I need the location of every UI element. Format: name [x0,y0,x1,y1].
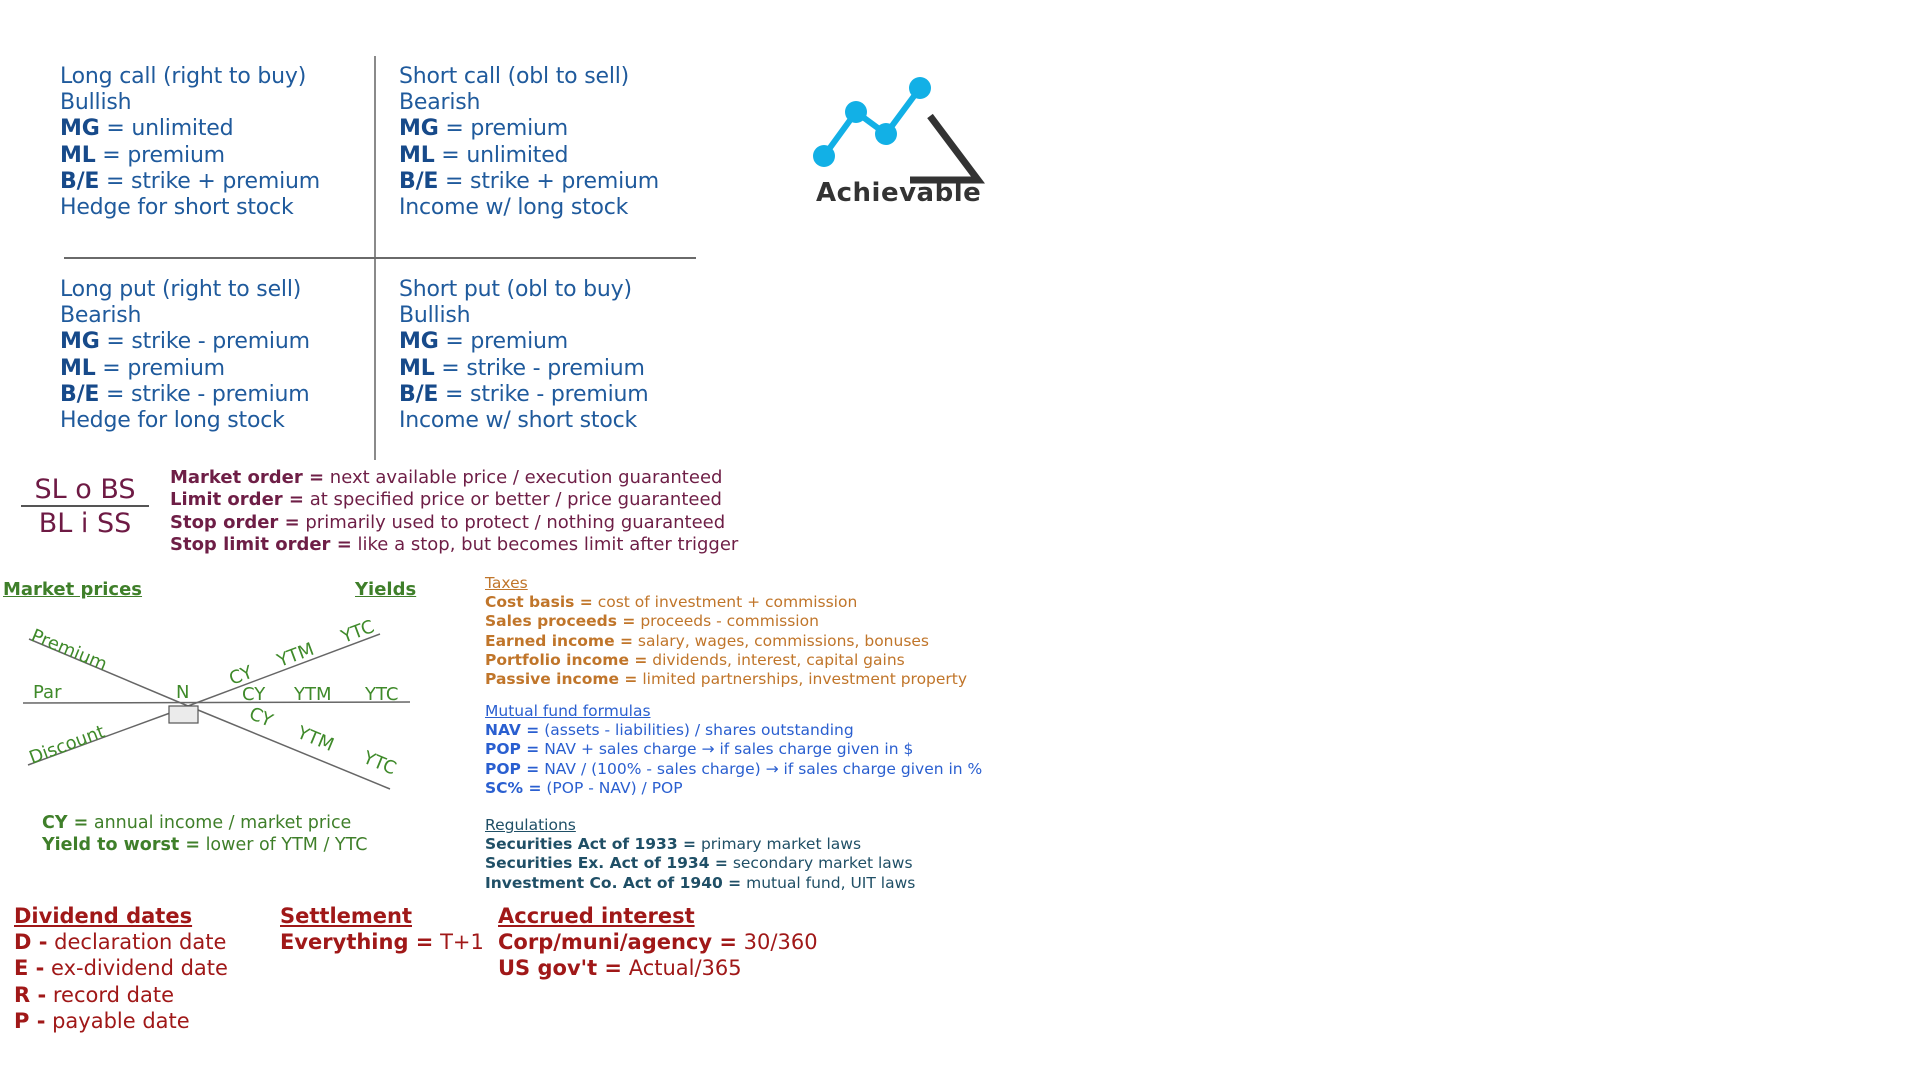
reg-row: Securities Act of 1933 = primary market laws [485,835,862,854]
order-row: Stop limit order = like a stop, but becomes limit after trigger [170,533,739,555]
long-call-sentiment: Bullish [60,90,132,116]
upper-ytc: YTC [338,616,378,648]
short-put-ml: ML = strike - premium [399,355,645,381]
taxes-section [485,574,967,689]
short-put-use: Income w/ short stock [399,408,638,434]
mf-row: POP = NAV + sales charge → if sales charge given in $ [485,740,914,759]
cy-formula: CY = annual income / market price [42,813,352,833]
short-call-mg: MG = premium [399,116,568,142]
settlement-header: Settlement [280,904,412,928]
yields-header: Yields [355,579,417,600]
middle-ytc: YTC [365,684,399,705]
accrued-interest-section [498,903,818,982]
tax-row: Passive income = limited partnerships, investment property [485,670,968,689]
reg-row: Investment Co. Act of 1940 = mutual fund, UIT laws [485,873,916,892]
par-label: Par [33,682,62,703]
middle-ytm: YTM [294,684,332,705]
regulations-header: Regulations [485,816,576,834]
long-put-use: Hedge for long stock [60,408,285,434]
long-put-title: Long put (right to sell) [60,277,302,302]
discount-label: Discount [26,721,108,769]
tax-row: Sales proceeds = proceeds - commission [485,612,819,631]
lower-ytc: YTC [360,747,400,780]
ytw-formula: Yield to worst = lower of YTM / YTC [42,834,368,855]
dividend-dates-header: Dividend dates [14,904,193,928]
short-call-block [399,64,659,221]
mf-row: SC% = (POP - NAV) / POP [485,778,683,797]
order-row: Market order = next available price / execution guaranteed [170,467,723,488]
dividend-dates-section [14,903,228,1034]
settlement-row: Everything = T+1 [280,930,484,955]
mutual-fund-section [485,702,982,798]
long-put-block [60,277,310,434]
taxes-header: Taxes [485,574,528,592]
upper-ytm: YTM [274,638,317,672]
logo-text: Achievable [816,178,982,208]
long-call-be: B/E = strike + premium [60,168,320,194]
long-call-mg: MG = unlimited [60,116,234,142]
order-row: Limit order = at specified price or better / price guaranteed [170,489,722,511]
dividend-row: P - payable date [14,1008,190,1033]
order-types [170,467,738,556]
fulcrum-box [169,706,198,723]
tax-row: Cost basis = cost of investment + commission [485,593,858,612]
accrued-row: US gov't = Actual/365 [498,956,742,981]
accrued-row: Corp/muni/agency = 30/360 [498,930,818,955]
short-put-sentiment: Bullish [399,303,471,329]
order-row: Stop order = primarily used to protect / nothing guaranteed [170,511,726,533]
dividend-row: D - declaration date [14,930,227,955]
short-put-block [399,277,649,434]
long-put-ml: ML = premium [60,355,225,381]
long-put-mg: MG = strike - premium [60,329,310,355]
short-call-ml: ML = unlimited [399,142,569,168]
long-call-ml: ML = premium [60,142,225,168]
options-horizontal-divider [64,257,696,259]
long-call-use: Hedge for short stock [60,195,294,221]
reg-row: Securities Ex. Act of 1934 = secondary market laws [485,854,913,873]
yield-formulas [42,813,367,856]
accrued-interest-header: Accrued interest [498,904,695,928]
premium-label: Premium [28,625,111,676]
upper-cy: CY [226,661,256,690]
middle-cy: CY [242,684,266,705]
dividend-row: R - record date [14,982,174,1007]
mnemonic-fraction-line [21,505,149,507]
long-call-block [60,64,320,221]
regulations-section [485,816,915,893]
settlement-section [280,903,484,955]
lower-ytm: YTM [294,722,337,756]
market-prices-header: Market prices [3,579,143,600]
short-call-use: Income w/ long stock [399,195,629,221]
center-n-label: N [176,682,190,703]
mnemonic-top: SL o BS [34,474,136,505]
short-put-title: Short put (obl to buy) [399,277,632,302]
achievable-logo [810,74,990,214]
long-put-be: B/E = strike - premium [60,381,310,407]
short-call-sentiment: Bearish [399,90,481,116]
yield-seesaw-diagram [0,600,430,810]
mf-row: NAV = (assets - liabilities) / shares outstanding [485,721,854,740]
short-call-title: Short call (obl to sell) [399,64,630,89]
mnemonic-bottom: BL i SS [38,508,132,539]
mutual-fund-header: Mutual fund formulas [485,702,651,720]
short-put-be: B/E = strike - premium [399,381,649,407]
mf-row: POP = NAV / (100% - sales charge) → if sales charge given in % [485,759,983,778]
dividend-row: E - ex-dividend date [14,956,228,981]
short-call-be: B/E = strike + premium [399,168,659,194]
long-put-sentiment: Bearish [60,303,142,329]
long-call-title: Long call (right to buy) [60,64,307,89]
short-put-mg: MG = premium [399,329,568,355]
tax-row: Portfolio income = dividends, interest, capital gains [485,650,905,669]
lower-cy: CY [246,703,276,732]
tax-row: Earned income = salary, wages, commissions, bonuses [485,631,930,650]
